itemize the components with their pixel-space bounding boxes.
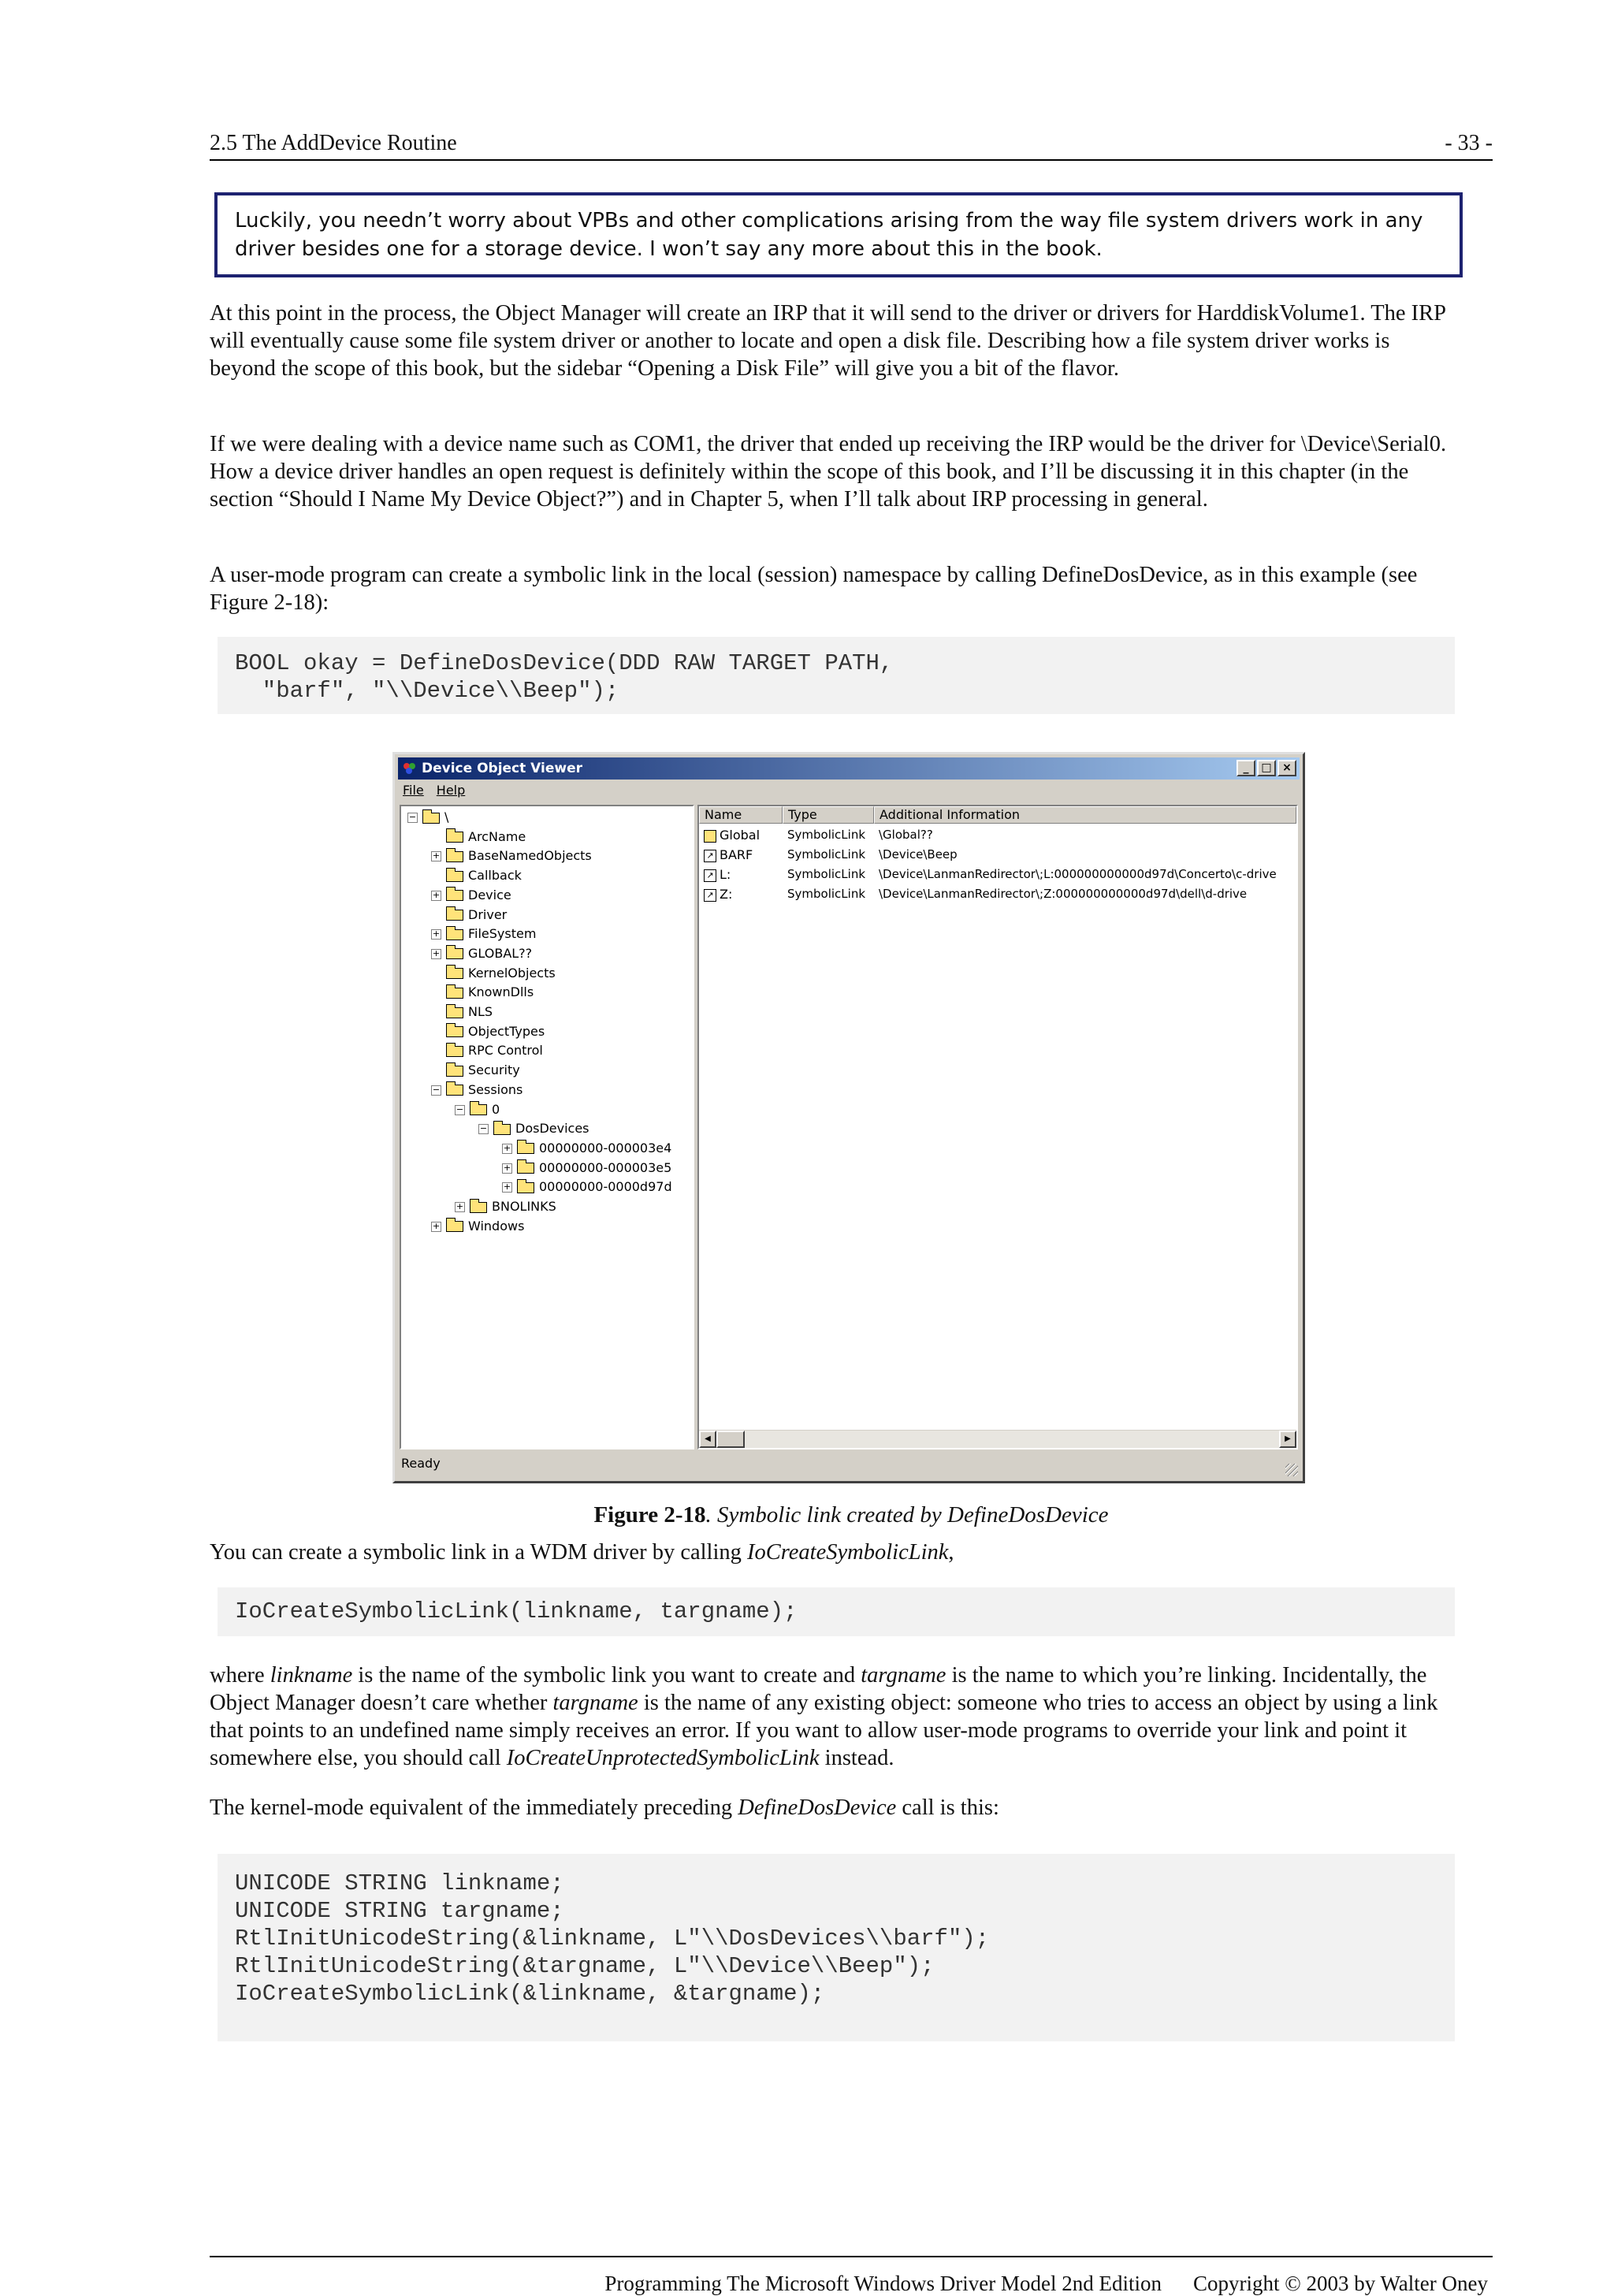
page-number: - 33 - [1445, 131, 1493, 155]
list-item-name [699, 884, 783, 904]
tree-node[interactable] [431, 964, 556, 983]
tree-node[interactable] [431, 983, 534, 1002]
tree-node-label: KnownDlls [468, 984, 534, 1000]
tree-node[interactable] [431, 1217, 524, 1236]
tree-node-label: ObjectTypes [468, 1023, 545, 1039]
copyright: Copyright © 2003 by Walter Oney [1192, 2272, 1488, 2295]
expand-icon[interactable]: + [432, 889, 441, 900]
list-item-type: SymbolicLink [787, 887, 866, 901]
tree-node-label: RPC Control [468, 1043, 543, 1059]
folder-icon [446, 1046, 463, 1057]
tree-node-label: 00000000-000003e5 [539, 1159, 672, 1175]
tree-node-label: 0 [492, 1101, 500, 1117]
tree-spacer [431, 832, 441, 843]
tree-node-label: BaseNamedObjects [468, 848, 592, 864]
tree-node[interactable] [431, 1061, 520, 1080]
scroll-left-icon[interactable]: ◀ [699, 1431, 716, 1448]
paragraph-3: A user-mode program can create a symbolic link in the local (session) namespace by calling DefineDosDevice, as in this example (see Figure 2-18): [210, 563, 1418, 615]
symbolic-link-icon: ↗ [704, 889, 716, 902]
window-title: Device Object Viewer [422, 761, 583, 776]
expand-icon[interactable]: + [456, 1201, 464, 1211]
list-item[interactable] [699, 865, 1277, 884]
tree-node[interactable] [431, 944, 532, 963]
folder-icon [446, 910, 463, 921]
tree-node-label: Sessions [468, 1081, 523, 1097]
folder-icon [446, 851, 463, 862]
expand-icon[interactable]: + [503, 1181, 511, 1193]
list-item-info: \Device\LanmanRedirector\;L:000000000000d97d\Concerto\c-drive [879, 867, 1277, 881]
function-name: IoCreateSymbolicLink [747, 1540, 949, 1565]
paragraph-4-text: You can create a symbolic link in a WDM driver by calling [210, 1540, 747, 1565]
object-tree[interactable] [400, 805, 694, 1449]
list-item-name-text: Global [720, 828, 761, 843]
paragraph-2: If we were dealing with a device name such as COM1, the driver that ended up receiving the IRP would be the driver for \Device\Serial0. How a device driver handles an open request is definitely within the scope of this book, and I’ll be discussing it in this chapter (in the section “Should I Name My Device Object?”) and in Chapter 5, when I’ll talk about IRP processing in general. [210, 432, 1447, 512]
list-item[interactable] [699, 884, 1247, 904]
menu-bar [403, 783, 465, 802]
tree-node[interactable] [431, 906, 507, 925]
expand-icon[interactable]: + [503, 1142, 511, 1153]
tree-node[interactable] [455, 1100, 500, 1119]
scroll-right-icon[interactable]: ▶ [1279, 1431, 1296, 1448]
folder-icon [470, 1202, 487, 1213]
list-header [699, 806, 1296, 824]
tree-node[interactable] [431, 847, 592, 865]
tree-node[interactable] [455, 1197, 556, 1216]
menu-file[interactable]: File [403, 783, 424, 798]
param-targname: targname [861, 1663, 946, 1688]
device-object-viewer-window [392, 752, 1305, 1483]
paragraph-6-text-a: The kernel-mode equivalent of the immediately preceding [210, 1795, 738, 1820]
paragraph-4-end: , [948, 1540, 954, 1565]
folder-icon [422, 813, 440, 824]
tree-node-label: Callback [468, 868, 522, 884]
folder-icon [446, 948, 463, 959]
tree-node-label: 00000000-0000d97d [539, 1179, 672, 1195]
paragraph-5-text-a: where [210, 1663, 270, 1688]
folder-icon [517, 1143, 534, 1154]
code-block-1: BOOL okay = DefineDosDevice(DDD RAW TARGET PATH, "barf", "\\Device\\Beep"); [218, 637, 1455, 714]
page-footer [210, 2256, 1493, 2296]
tree-node-label: Device [468, 887, 511, 902]
tree-spacer [431, 1066, 441, 1076]
status-bar-text: Ready [401, 1456, 441, 1471]
column-type[interactable]: Type [783, 806, 874, 824]
tree-node[interactable] [478, 1119, 589, 1138]
page [210, 131, 1493, 2295]
tree-spacer [431, 910, 441, 921]
param-targname-2: targname [552, 1691, 638, 1715]
symbolic-link-icon: ↗ [704, 869, 716, 882]
folder-icon [704, 830, 716, 843]
folder-icon [470, 1104, 487, 1115]
collapse-icon[interactable]: − [408, 812, 417, 822]
list-item-name [699, 865, 783, 884]
list-item[interactable] [699, 825, 933, 845]
tree-node-label: GLOBAL?? [468, 945, 533, 961]
folder-icon [446, 1007, 463, 1018]
folder-icon [446, 929, 463, 940]
expand-icon[interactable]: + [432, 928, 441, 940]
folder-icon [446, 890, 463, 901]
tree-node-label: Security [468, 1062, 520, 1078]
book-title: Programming The Microsoft Windows Driver Model 2nd Edition [604, 2272, 1162, 2295]
folder-icon [446, 832, 463, 843]
folder-icon [446, 1085, 463, 1096]
expand-icon[interactable]: + [432, 947, 441, 958]
figure-caption-text: . Symbolic link created by DefineDosDevice [705, 1502, 1109, 1528]
list-item-name-text: BARF [720, 847, 753, 862]
paragraph-5-text-e: instead. [819, 1746, 894, 1770]
figure-label: Figure 2-18 [593, 1502, 706, 1528]
tree-spacer [431, 988, 441, 998]
list-item-info: \Device\LanmanRedirector\;Z:000000000000d97d\dell\d-drive [879, 887, 1248, 901]
tree-node[interactable] [431, 886, 511, 905]
tree-node-label: ArcName [468, 828, 526, 844]
paragraph-5 [210, 1662, 1459, 1772]
paragraph-6 [210, 1794, 1459, 1822]
tree-node[interactable] [407, 808, 448, 827]
list-item-name [699, 825, 783, 845]
tree-node[interactable] [431, 1081, 523, 1100]
folder-icon [493, 1124, 511, 1135]
list-item-name [699, 845, 783, 865]
folder-icon [446, 988, 463, 999]
tree-node[interactable] [502, 1178, 672, 1196]
folder-icon [446, 1026, 463, 1037]
section-title: 2.5 The AddDevice Routine [210, 131, 457, 155]
paragraph-1: At this point in the process, the Object Manager will create an IRP that it will send to the driver or drivers for HarddiskVolume1. The IRP will eventually cause some file system driver or another to locate and open a disk file. Describing how a file system driver works is beyond the scope of this book, but the sidebar “Opening a Disk File” will give you a bit of the flavor. [210, 301, 1445, 381]
function-name-definedosdevice: DefineDosDevice [738, 1795, 897, 1820]
expand-icon[interactable]: + [503, 1162, 511, 1173]
tree-node-label: 00000000-000003e4 [539, 1140, 672, 1155]
tree-spacer [431, 1046, 441, 1056]
resize-grip-icon[interactable] [1285, 1464, 1298, 1476]
collapse-icon[interactable]: − [479, 1123, 488, 1134]
code-block-2: IoCreateSymbolicLink(linkname, targname); [218, 1587, 1455, 1636]
app-icon [403, 761, 417, 776]
folder-icon [446, 1066, 463, 1077]
scroll-thumb[interactable] [716, 1431, 745, 1448]
folder-icon [517, 1182, 534, 1193]
expand-icon[interactable]: + [432, 850, 441, 861]
paragraph-4 [210, 1539, 1459, 1566]
tree-node-label: NLS [468, 1004, 493, 1019]
list-item-name-text: Z: [720, 887, 733, 902]
column-additional-information[interactable]: Additional Information [874, 806, 1296, 824]
maximize-button[interactable]: □ [1257, 760, 1276, 776]
menu-help[interactable]: Help [436, 783, 466, 798]
tree-node[interactable] [431, 1003, 493, 1021]
running-head [210, 131, 1493, 161]
horizontal-scrollbar[interactable] [699, 1430, 1296, 1448]
tree-node[interactable] [502, 1139, 671, 1158]
code-block-3: UNICODE STRING linkname; UNICODE STRING targname; RtlInitUnicodeString(&linkname, L"\\DosDevices\\barf"); RtlInitUnicodeString(&targname, L"\\Device\\Beep"); IoCreateSymbolicLink(&linkname, &targname); [218, 1854, 1455, 2041]
figure-caption [210, 1502, 1493, 1528]
tree-node-label: Windows [468, 1218, 525, 1234]
folder-icon [446, 1221, 463, 1232]
folder-icon [446, 871, 463, 882]
object-list[interactable] [697, 805, 1298, 1449]
tree-node-label: FileSystem [468, 926, 537, 942]
tree-spacer [431, 969, 441, 979]
tree-node[interactable] [502, 1159, 671, 1178]
tree-node-label: \ [444, 809, 449, 824]
tree-spacer [431, 1007, 441, 1018]
collapse-icon[interactable]: − [432, 1084, 441, 1095]
list-item-type: SymbolicLink [787, 867, 866, 881]
list-item-name-text: L: [720, 867, 731, 882]
tree-node[interactable] [431, 828, 526, 847]
list-item-type: SymbolicLink [787, 828, 866, 842]
tree-node-label: Driver [468, 906, 508, 922]
folder-icon [517, 1163, 534, 1174]
title-bar [398, 757, 1300, 780]
paragraph-5-text-d: is the name of any existing object: someone who tries to access an object by using a link that points to an undefined name simply receives an error. If you want to allow user-mode programs to override your link and point it somewhere else, you should call [210, 1691, 1438, 1770]
column-name[interactable]: Name [699, 806, 783, 824]
param-linkname: linkname [270, 1663, 353, 1688]
tree-node-label: DosDevices [515, 1121, 589, 1137]
tree-spacer [431, 871, 441, 881]
paragraph-5-text-b: is the name of the symbolic link you want to create and [352, 1663, 861, 1688]
collapse-icon[interactable]: − [456, 1103, 464, 1115]
tree-node[interactable] [431, 1022, 545, 1041]
sidebar-note: Luckily, you needn’t worry about VPBs and other complications arising from the way file system drivers work in any driver besides one for a storage device. I won’t say any more about this in the book. [214, 192, 1463, 277]
list-item-info: \Device\Beep [879, 847, 958, 861]
window-controls [1237, 760, 1296, 776]
close-button[interactable]: × [1277, 760, 1296, 776]
list-item[interactable] [699, 845, 958, 865]
paragraph-5-text-c: is the name to which you’re linking. Incidentally, the Object Manager doesn’t care whether [210, 1663, 1427, 1715]
tree-node-label: BNOLINKS [492, 1199, 556, 1214]
minimize-button[interactable]: _ [1237, 760, 1255, 776]
list-item-info: \Global?? [879, 828, 933, 842]
tree-node[interactable] [431, 925, 536, 943]
paragraph-6-text-b: call is this: [896, 1795, 999, 1820]
expand-icon[interactable]: + [432, 1220, 441, 1231]
symbolic-link-icon: ↗ [704, 850, 716, 862]
tree-node-label: KernelObjects [468, 965, 556, 981]
function-name-unprotected: IoCreateUnprotectedSymbolicLink [506, 1746, 820, 1770]
folder-icon [446, 968, 463, 979]
tree-spacer [431, 1027, 441, 1037]
tree-node[interactable] [431, 1041, 543, 1060]
tree-node[interactable] [431, 866, 522, 885]
list-item-type: SymbolicLink [787, 847, 866, 861]
